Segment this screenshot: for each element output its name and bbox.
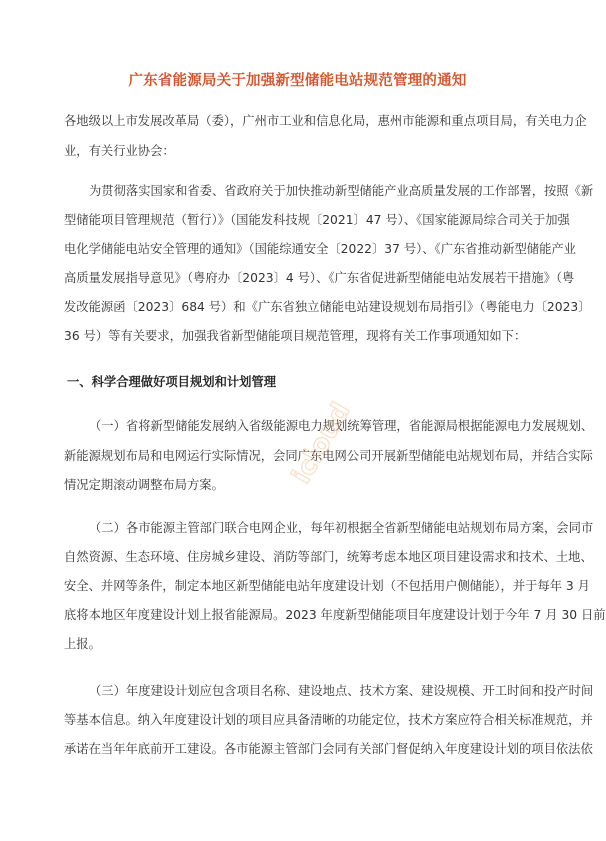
paragraph-line: 电化学储能电站安全管理的通知》（国能综通安全〔2022〕37 号）、《广东省推动新型储能产业 (64, 242, 576, 256)
salutation-line: 业，有关行业协会： (64, 144, 175, 158)
paragraph-line: 新能源规划布局和电网运行实际情况，会同广东电网公司开展新型储能电站规划布局，并结合实际 (64, 449, 593, 463)
paragraph-line: 高质量发展指导意见》（粤府办〔2023〕4 号）、《广东省促进新型储能电站发展若干措施》（粤 (64, 271, 575, 285)
paragraph-line: 情况定期滚动调整布局方案。 (64, 478, 224, 492)
svg-text:icloud: icloud (286, 397, 357, 490)
paragraph-line: 为贯彻落实国家和省委、省政府关于加快推动新型储能产业高质量发展的工作部署，按照《新 (89, 184, 594, 198)
paragraph-line: 自然资源、生态环境、住房城乡建设、消防等部门，统筹考虑本地区项目建设需求和技术、土地、 (64, 550, 593, 564)
paragraph-line: 36 号）等有关要求，加强我省新型储能项目规范管理，现将有关工作事项通知如下： (64, 329, 527, 343)
paragraph-line: 安全、并网等条件，制定本地区新型储能电站年度建设计划（不包括用户侧储能），并于每年 3 月 (64, 579, 590, 593)
paragraph-line: （三）年度建设计划应包含项目名称、建设地点、技术方案、建设规模、开工时间和投产时间 (89, 684, 594, 698)
paragraph-line: 底将本地区年度建设计划上报省能源局。2023 年度新型储能项目年度建设计划于今年 7 月 30 日前 (64, 608, 606, 622)
paragraph-line: 型储能项目管理规范（暂行）》（国能发科技规〔2021〕47 号）、《国家能源局综合司关于加强 (64, 213, 570, 227)
paragraph-line: 上报。 (64, 637, 101, 651)
paragraph-line: 承诺在当年年底前开工建设。各市能源主管部门会同有关部门督促纳入年度建设计划的项目依法依 (64, 742, 593, 756)
document-title: 广东省能源局关于加强新型储能电站规范管理的通知 (128, 73, 467, 89)
paragraph-line: （二）各市能源主管部门联合电网企业，每年初根据全省新型储能电站规划布局方案，会同市 (89, 521, 594, 535)
watermark-logo (238, 380, 357, 490)
paragraph-line: 等基本信息。纳入年度建设计划的项目应具备清晰的功能定位，技术方案应符合相关标准规范，并 (64, 713, 593, 727)
section-heading: 一、科学合理做好项目规划和计划管理 (67, 375, 277, 389)
paragraph-line: 发改能源函〔2023〕684 号）和《广东省独立储能电站建设规划布局指引》（粤能电力〔2023〕 (64, 300, 591, 314)
paragraph-line: （一）省将新型储能发展纳入省级能源电力规划统筹管理，省能源局根据能源电力发展规划、 (89, 419, 594, 433)
salutation-line: 各地级以上市发展改革局（委），广州市工业和信息化局，惠州市能源和重点项目局，有关电力企 (64, 114, 587, 128)
